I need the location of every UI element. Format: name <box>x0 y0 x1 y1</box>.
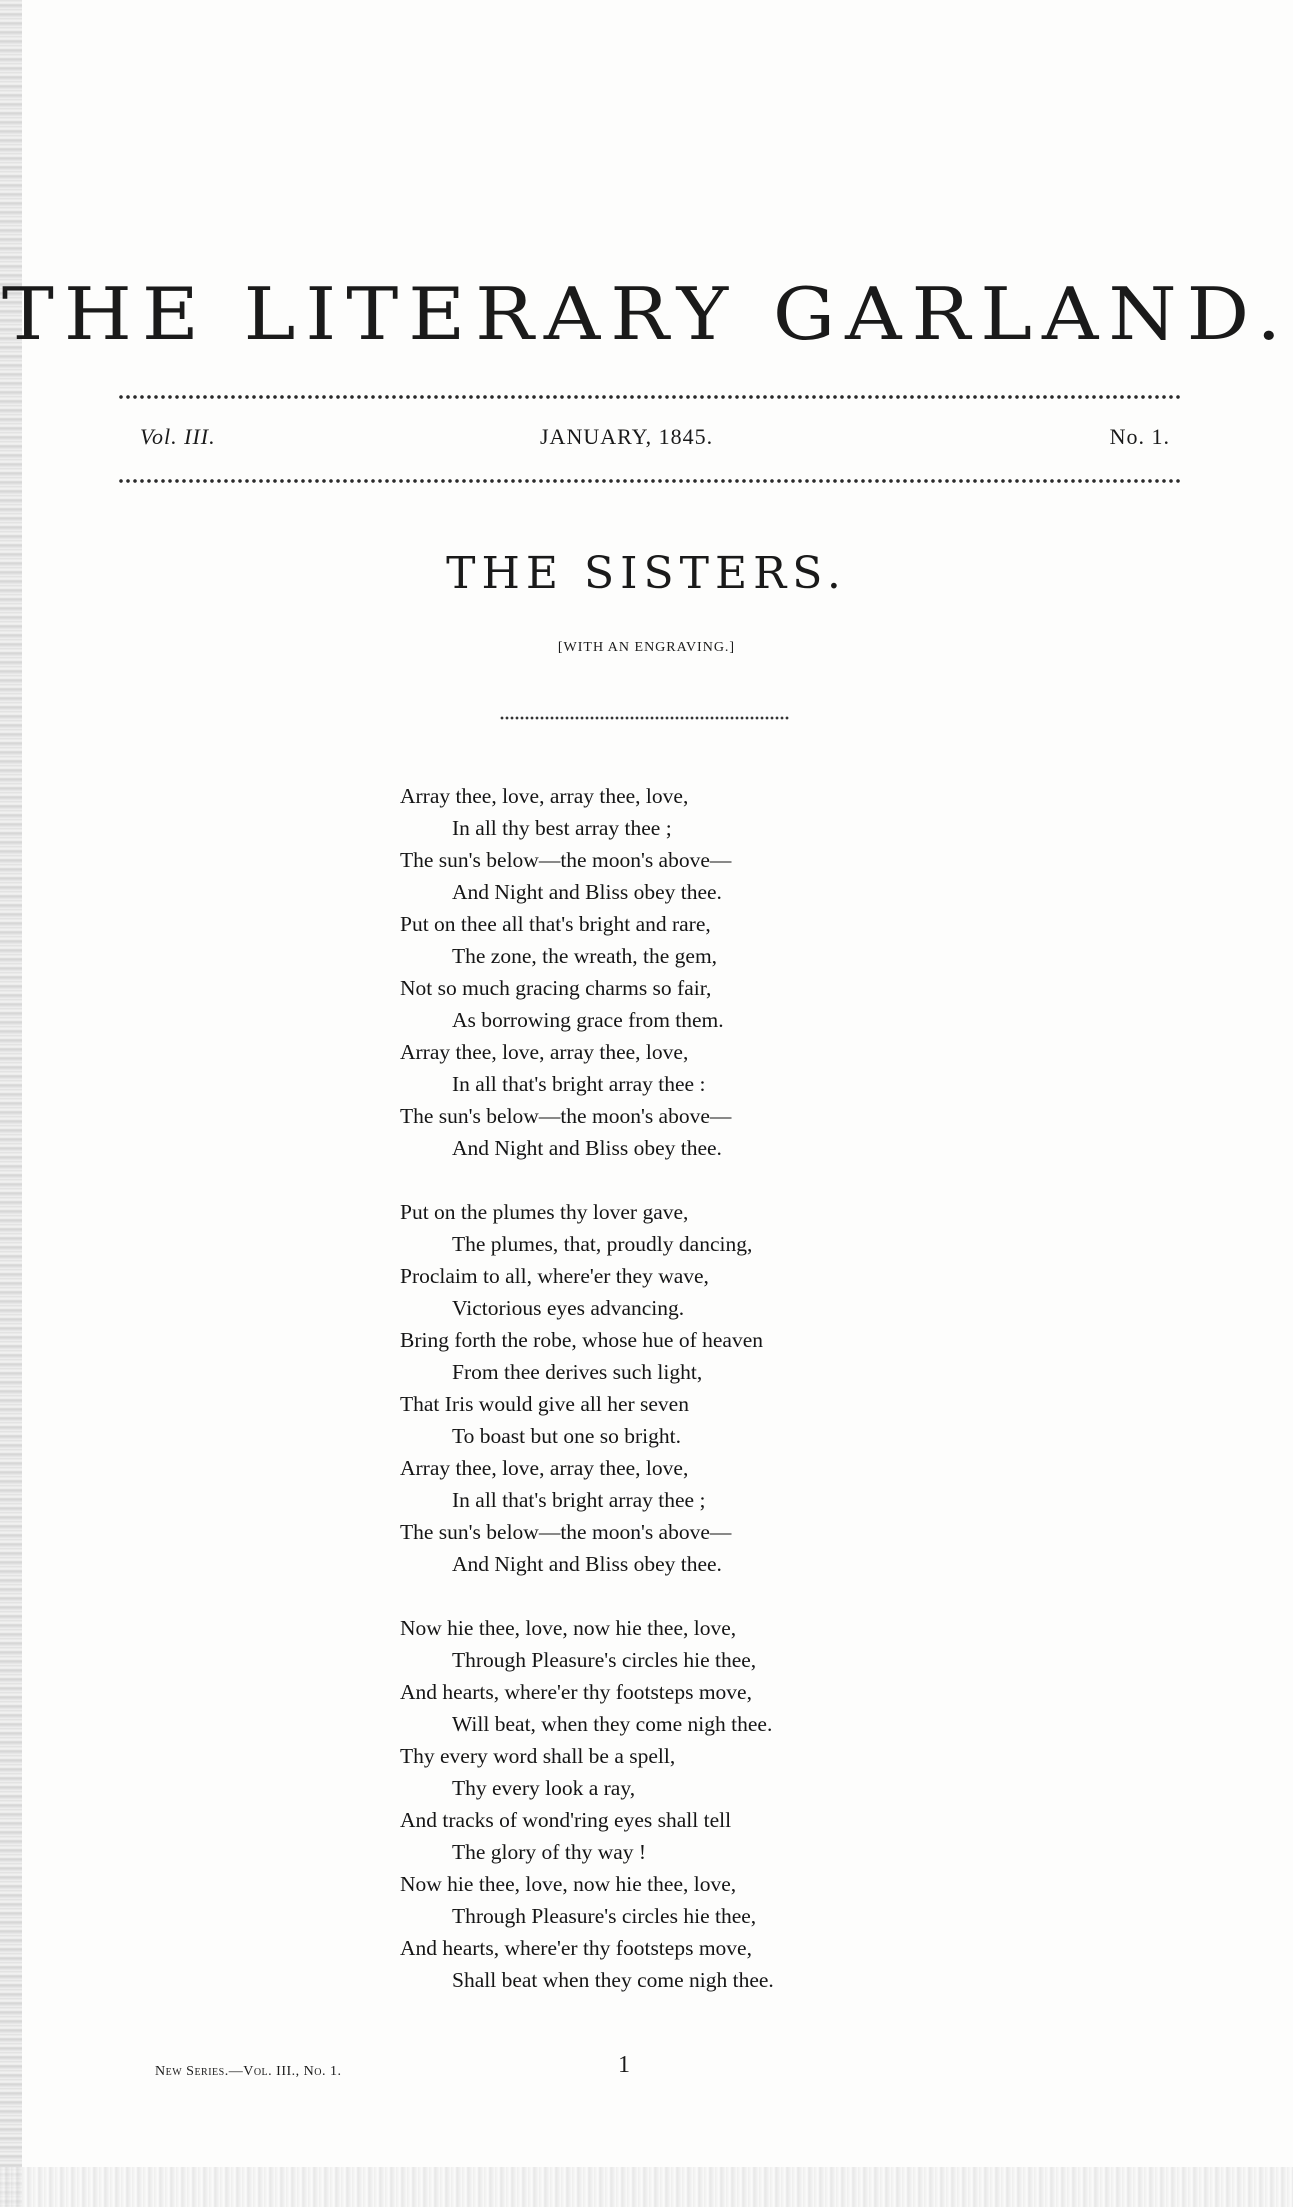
article-title: THE SISTERS. <box>446 548 847 599</box>
poem-line: And tracks of wond'ring eyes shall tell <box>400 1808 732 1832</box>
title-ornament-rule <box>500 716 790 720</box>
poem-line: And hearts, where'er thy footsteps move, <box>400 1936 752 1960</box>
poem-line: Through Pleasure's circles hie thee, <box>452 1904 757 1928</box>
poem-line: Now hie thee, love, now hie thee, love, <box>400 1616 737 1640</box>
poem-stanza-3 <box>400 1612 920 1996</box>
page-number: 1 <box>618 2052 630 2078</box>
poem-line: And Night and Bliss obey thee. <box>452 1136 722 1160</box>
poem-line: And Night and Bliss obey thee. <box>452 880 722 904</box>
poem-line: Thy every word shall be a spell, <box>400 1744 676 1768</box>
footer-series: New Series.—Vol. III., No. 1. <box>155 2064 342 2079</box>
poem-line: And Night and Bliss obey thee. <box>452 1552 722 1576</box>
scan-edge-bottom <box>0 2167 1293 2207</box>
poem-stanza-2 <box>400 1196 920 1580</box>
poem-line: The glory of thy way ! <box>452 1840 647 1864</box>
poem-line: From thee derives such light, <box>452 1360 703 1384</box>
poem-line: Shall beat when they come nigh thee. <box>452 1968 774 1992</box>
poem-line: Put on thee all that's bright and rare, <box>400 912 711 936</box>
poem-line: Victorious eyes advancing. <box>452 1296 685 1320</box>
poem-line: Proclaim to all, where'er they wave, <box>400 1264 709 1288</box>
poem-line: Put on the plumes thy lover gave, <box>400 1200 689 1224</box>
poem-line: In all that's bright array thee ; <box>452 1488 706 1512</box>
masthead-rule-top <box>118 394 1180 400</box>
poem-line: Array thee, love, array thee, love, <box>400 1040 689 1064</box>
poem-line: To boast but one so bright. <box>452 1424 682 1448</box>
poem-stanza-1 <box>400 780 920 1164</box>
poem-line: That Iris would give all her seven <box>400 1392 689 1416</box>
poem-line: Array thee, love, array thee, love, <box>400 784 689 808</box>
poem-line: And hearts, where'er thy footsteps move, <box>400 1680 752 1704</box>
issue-date: JANUARY, 1845. <box>540 424 714 449</box>
poem-line: Bring forth the robe, whose hue of heaven <box>400 1328 764 1352</box>
issue-number: No. 1. <box>1109 424 1170 449</box>
poem-line: Not so much gracing charms so fair, <box>400 976 712 1000</box>
poem-line: Through Pleasure's circles hie thee, <box>452 1648 757 1672</box>
poem-line: In all that's bright array thee : <box>452 1072 706 1096</box>
poem-line: Now hie thee, love, now hie thee, love, <box>400 1872 737 1896</box>
issue-volume: Vol. III. <box>140 424 216 449</box>
poem-line: Thy every look a ray, <box>452 1776 636 1800</box>
masthead-title: THE LITERARY GARLAND. <box>1 273 1292 357</box>
poem-line: Will beat, when they come nigh thee. <box>452 1712 773 1736</box>
poem <box>400 780 920 2028</box>
poem-line: The sun's below—the moon's above— <box>400 848 732 872</box>
poem-line: The sun's below—the moon's above— <box>400 1104 732 1128</box>
issue-line <box>140 424 1170 454</box>
poem-line: The plumes, that, proudly dancing, <box>452 1232 753 1256</box>
masthead-rule-bottom <box>118 478 1180 484</box>
poem-line: In all thy best array thee ; <box>452 816 672 840</box>
poem-line: As borrowing grace from them. <box>452 1008 724 1032</box>
poem-line: The sun's below—the moon's above— <box>400 1520 732 1544</box>
article-subtitle: [WITH AN ENGRAVING.] <box>557 640 736 655</box>
poem-line: The zone, the wreath, the gem, <box>452 944 718 968</box>
poem-line: Array thee, love, array thee, love, <box>400 1456 689 1480</box>
